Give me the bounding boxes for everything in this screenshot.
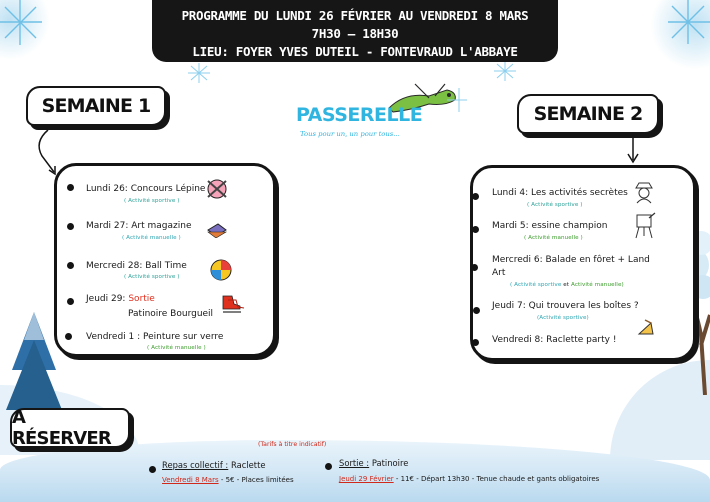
bullet	[67, 298, 74, 305]
magazine-icon	[206, 222, 228, 238]
brain-tools-icon	[205, 178, 229, 200]
repas-line: Repas collectif : Raclette	[162, 460, 266, 470]
bullet	[472, 339, 479, 346]
week1-item-3-tag: ( Activité sportive )	[124, 274, 180, 280]
header-hours: 7H30 – 18H30	[311, 26, 399, 41]
week2-item-3-tag: ( Activité sportive et Activité manuelle)	[510, 282, 624, 288]
sortie-details: Jeudi 29 Février - 11€ - Départ 13h30 - Tenue chaude et gants obligatoires	[339, 475, 600, 483]
bullet	[472, 193, 479, 200]
week2-item-1: Lundi 4: Les activités secrètes	[492, 188, 628, 198]
week2-item-1-tag: ( Activité sportive )	[527, 202, 583, 208]
bullet	[472, 226, 479, 233]
week2-item-2-tag: ( Activité manuelle )	[524, 235, 583, 241]
week1-title: SEMAINE 1	[26, 86, 166, 126]
week2-title: SEMAINE 2	[517, 94, 659, 134]
week2-item-4-tag: (Activité sportive)	[537, 315, 589, 321]
ball-icon	[209, 258, 233, 282]
bullet	[65, 333, 72, 340]
week1-item-2: Mardi 27: Art magazine	[86, 221, 192, 231]
sortie-line: Sortie : Patinoire	[339, 458, 409, 468]
week2-item-3: Mercredi 6: Balade en fôret + Land	[492, 255, 650, 265]
snowflake-icon	[0, 0, 60, 60]
secret-agent-icon	[632, 180, 656, 204]
week2-item-5: Vendredi 8: Raclette party !	[492, 335, 617, 345]
logo-tagline: Tous pour un, un pour tous...	[300, 130, 400, 138]
snow-ground	[0, 440, 710, 502]
bullet	[471, 264, 478, 271]
bullet	[67, 262, 74, 269]
tarifs-note: (Tarifs à titre indicatif)	[258, 441, 327, 448]
week1-item-1: Lundi 26: Concours Lépine	[86, 184, 206, 194]
week1-item-3: Mercredi 28: Ball Time	[86, 261, 187, 271]
week1-item-4-detail: Patinoire Bourgueil	[128, 309, 214, 319]
week1-item-5-tag: ( Activité manuelle )	[147, 345, 206, 351]
header-location: LIEU: FOYER YVES DUTEIL - FONTEVRAUD L'ABBAYE	[192, 44, 518, 59]
week1-item-4: Jeudi 29: Sortie	[86, 294, 155, 304]
repas-details: Vendredi 8 Mars - 5€ - Places limitées	[162, 476, 294, 484]
week2-item-3-detail: Art	[492, 268, 506, 278]
bullet	[149, 466, 156, 473]
arrow-down-icon	[626, 134, 640, 164]
week2-item-4: Jeudi 7: Qui trouvera les boîtes ?	[492, 301, 639, 311]
header-dates: PROGRAMME DU LUNDI 26 FÉVRIER AU VENDREDI 8 MARS	[181, 8, 529, 23]
skates-icon	[220, 290, 246, 316]
snowflake-icon	[185, 62, 213, 84]
cheese-icon	[636, 318, 656, 338]
bullet	[67, 184, 74, 191]
easel-icon	[633, 212, 657, 240]
reserve-title: A RÉSERVER	[10, 408, 130, 448]
bullet	[473, 307, 480, 314]
bullet	[325, 463, 332, 470]
header-banner	[152, 0, 558, 62]
week1-item-5: Vendredi 1 : Peinture sur verre	[86, 332, 224, 342]
logo-passerelle: PASSERELLE	[296, 104, 423, 126]
week2-item-2: Mardi 5: essine champion	[492, 221, 608, 231]
snowflake-icon	[490, 60, 520, 82]
week1-item-2-tag: ( Activité manuelle )	[122, 235, 181, 241]
bullet	[67, 223, 74, 230]
week1-item-1-tag: ( Activité sportive )	[124, 198, 180, 204]
snowflake-icon	[660, 0, 710, 50]
